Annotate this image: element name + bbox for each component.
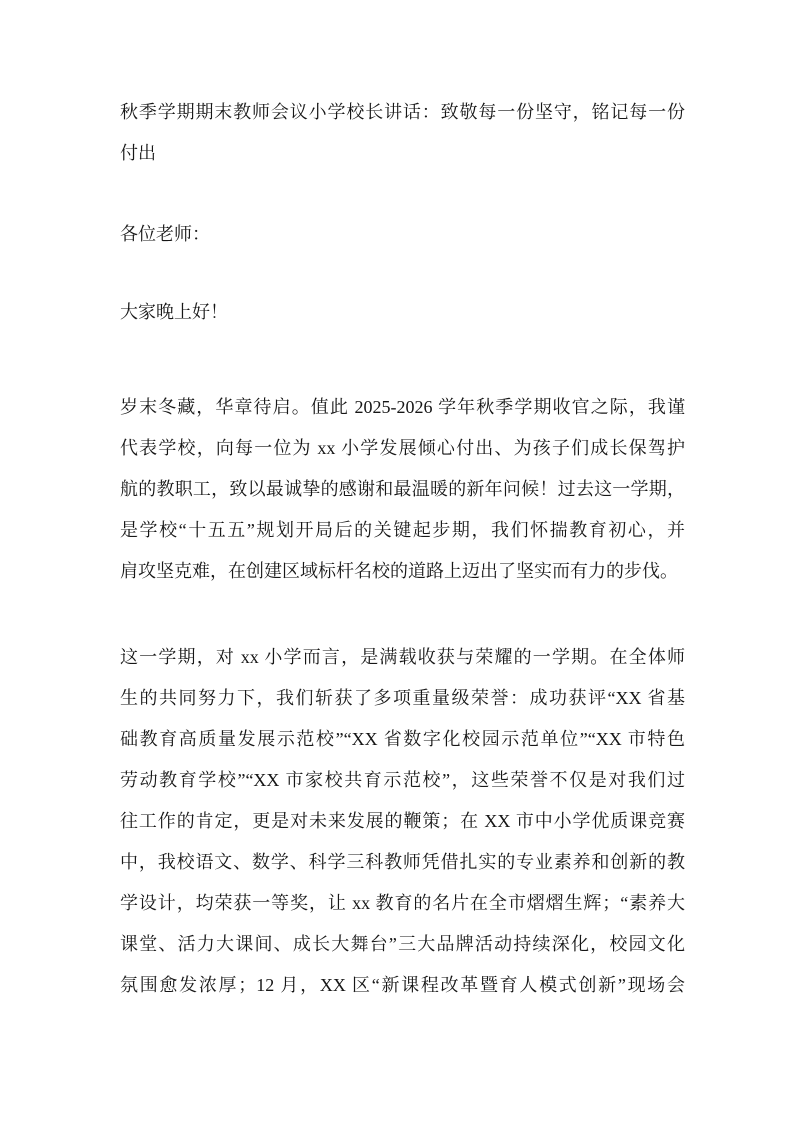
text-line: 劳动教育学校”“XX 市家校共育示范校”，这些荣誉不仅是对我们过	[120, 770, 685, 790]
paragraph-opening	[120, 387, 685, 592]
title-line-2: 付出	[120, 143, 156, 163]
text-line: 是学校“十五五”规划开局后的关键起步期，我们怀揣教育初心，并	[120, 520, 685, 540]
title-line-1: 秋季学期期末教师会议小学校长讲话：致敬每一份坚守，铭记每一份	[120, 102, 685, 122]
text-line: 航的教职工，致以最诚挚的感谢和最温暖的新年问候！过去这一学期，	[120, 479, 685, 499]
text-line: 氛围愈发浓厚；12 月，XX 区“新课程改革暨育人模式创新”现场会	[120, 975, 685, 995]
text-line: 中，我校语文、数学、科学三科教师凭借扎实的专业素养和创新的教	[120, 852, 685, 872]
text-line: 这一学期，对 xx 小学而言，是满载收获与荣耀的一学期。在全体师	[120, 647, 685, 667]
greeting-text: 大家晚上好！	[120, 302, 228, 322]
paragraph-achievements	[120, 637, 685, 1006]
greeting-paragraph	[120, 292, 685, 333]
salutation-text: 各位老师：	[120, 224, 210, 244]
document-title	[120, 92, 685, 174]
text-line: 代表学校，向每一位为 xx 小学发展倾心付出、为孩子们成长保驾护	[120, 438, 685, 458]
text-line: 往工作的肯定，更是对未来发展的鞭策；在 XX 市中小学优质课竞赛	[120, 811, 685, 831]
text-line: 础教育高质量发展示范校”“XX 省数字化校园示范单位”“XX 市特色	[120, 729, 685, 749]
salutation-paragraph	[120, 214, 685, 255]
text-line: 肩攻坚克难，在创建区域标杆名校的道路上迈出了坚实而有力的步伐。	[120, 561, 678, 581]
text-line: 岁末冬藏，华章待启。值此 2025-2026 学年秋季学期收官之际，我谨	[120, 397, 685, 417]
text-line: 学设计，均荣获一等奖，让 xx 教育的名片在全市熠熠生辉；“素养大	[120, 893, 685, 913]
text-line: 课堂、活力大课间、成长大舞台”三大品牌活动持续深化，校园文化	[120, 934, 685, 954]
text-line: 生的共同努力下，我们斩获了多项重量级荣誉：成功获评“XX 省基	[120, 688, 686, 708]
